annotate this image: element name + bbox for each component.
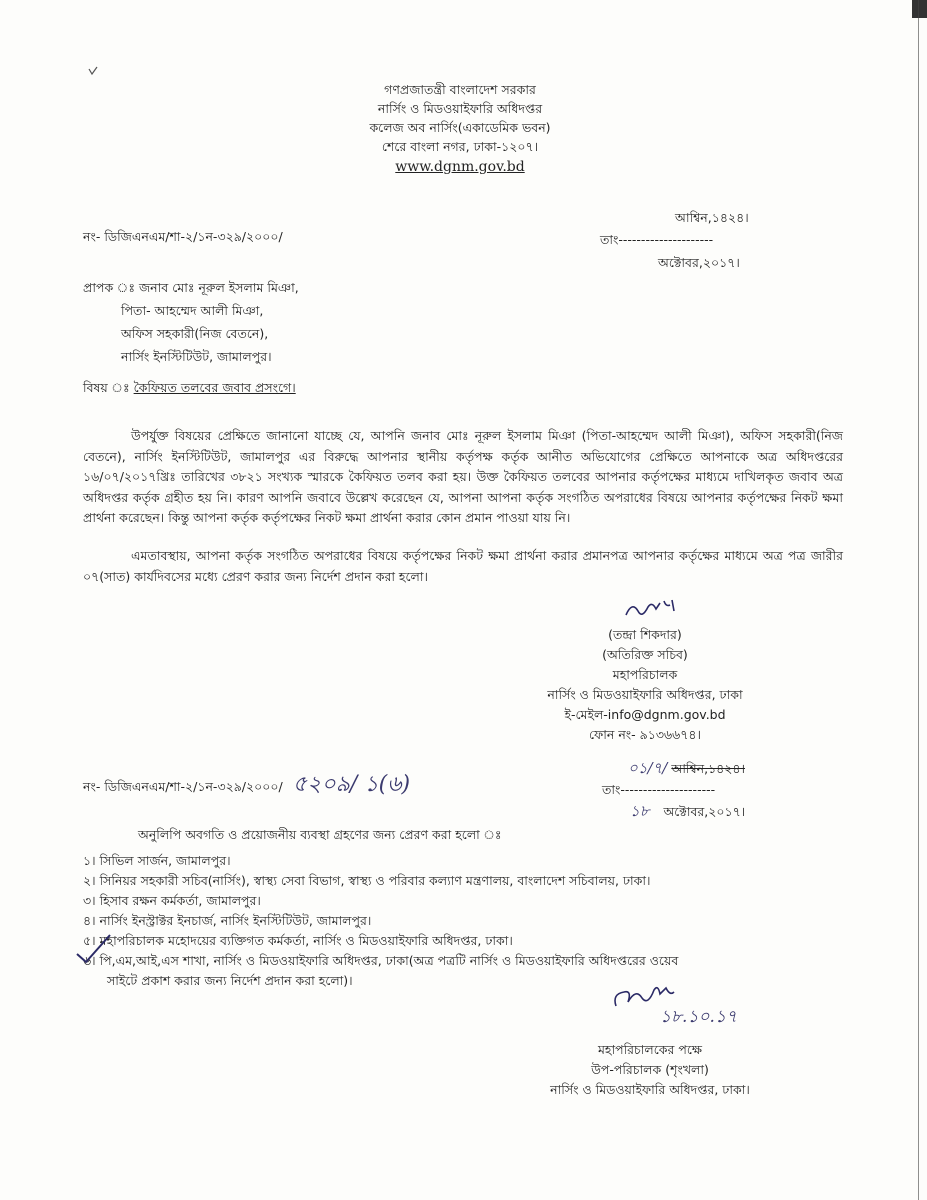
handwritten-memo-number: ৫২০৯/ ১(৬) [292, 772, 411, 797]
header-directorate: নার্সিং ও মিডওয়াইফারি অধিদপ্তর [377, 101, 543, 116]
subject-label: বিষয় ঃ [83, 380, 130, 395]
header-website-link[interactable]: www.dgnm.gov.bd [395, 159, 525, 175]
copy-item-continuation: সাইটে প্রকাশ করার জন্য নির্দেশ প্রদান করা হলো)। [107, 973, 353, 988]
letterhead [250, 80, 670, 177]
header-government: গণপ্রজাতন্ত্রী বাংলাদেশ সরকার [384, 82, 536, 97]
copy-item: ৩। হিসাব রক্ষন কর্মকর্তা, জামালপুর। [83, 893, 261, 908]
signatory-email[interactable]: ই-মেইল-info@dgnm.gov.bd [564, 707, 726, 722]
signatory-office: নার্সিং ও মিডওয়াইফারি অধিদপ্তর, ঢাকা [547, 687, 743, 702]
signatory2-office: নার্সিং ও মিডওয়াইফারি অধিদপ্তর, ঢাকা। [550, 1082, 750, 1097]
handwritten-date: ০১/৭/ [628, 759, 668, 777]
copy-item: ৫। মহাপরিচালক মহোদয়ের ব্যক্তিগত কর্মকর্তা, নার্সিং ও মিডওয়াইফারি অধিদপ্তর, ঢাকা। [83, 933, 513, 948]
memo2-date-label: তাং--------------------- [602, 782, 716, 797]
copy-item: ২। সিনিয়র সহকারী সচিব(নার্সিং), স্বাস্থ্য সেবা বিভাগ, স্বাস্থ্য ও পরিবার কল্যাণ মন্ত্রণালয়, বাংলাদেশ সচিবালয়, ঢাকা। [83, 873, 651, 888]
memo2-date-english: ১৮ অক্টোবর,২০১৭। [630, 802, 746, 820]
header-building: কলেজ অব নার্সিং(একাডেমিক ভবন) [369, 120, 551, 135]
memo2-number: নং- ডিজিএনএম/শা-২/১ন-৩২৯/২০০০/ ৫২০৯/ ১(৬) [83, 772, 411, 797]
signatory-block [505, 625, 785, 745]
body-paragraph-2: এমতাবস্থায়, আপনা কর্তৃক সংগঠিত অপরাধের বিষয়ে কর্তৃপক্ষের নিকট ক্ষমা প্রার্থনা করার প্রমানপত্র আপনার কর্তৃক্ষের মাধ্যমে অত্র পত্র জারীর ০৭(সাত) কার্যদিবসের মধ্যে প্রেরণ করার জন্য নির্দেশ প্রদান করা হলো। [83, 548, 843, 584]
date-english: অক্টোবর,২০১৭। [658, 255, 740, 270]
signature-mark [622, 597, 684, 625]
recipient-office: নার্সিং ইনস্টিটিউট, জামালপুর। [121, 349, 272, 364]
scan-corner-mark [912, 0, 927, 18]
header-address: শেরে বাংলা নগর, ঢাকা-১২০৭। [381, 139, 539, 154]
handwritten-tick-icon [74, 932, 114, 966]
recipient-name: প্রাপক ঃ জনাব মোঃ নূরুল ইসলাম মিঞা, [83, 280, 299, 295]
copy-list [83, 851, 803, 991]
memo2-date-bangla: ০১/৭/ আশ্বিন,১৪২৪। [628, 759, 746, 777]
signatory-designation: (অতিরিক্ত সচিব) [602, 647, 688, 662]
copy-item: ১। সিভিল সার্জন, জামালপুর। [83, 853, 231, 868]
recipient-block [83, 276, 299, 368]
recipient-father: পিতা- আহম্মেদ আলী মিঞা, [121, 303, 264, 318]
handwritten-sign-date: ১৮.১০.১৭ [660, 1007, 738, 1027]
body-paragraph-1: উপর্যুক্ত বিষয়ের প্রেক্ষিতে জানানো যাচ্ছে যে, আপনি জনাব মোঃ নূরুল ইসলাম মিঞা (পিতা-আহম্মেদ আলী মিঞা), অফিস সহকারী(নিজ বেতনে), নার্সিং ইনস্টিটিউট, জামালপুর এর বিরুদ্ধে আপনার স্থানীয় কর্তৃপক্ষ কর্তৃক আনীত অভিযোগের প্রেক্ষিতে আপনাকে অত্র অধিদপ্তরের ১৬/০৭/২০১৭খ্রিঃ তারিখের ৩৮২১ সংখ্যক স্মারকে কৈফিয়ত তলব করা হয়। উক্ত কৈফিয়ত তলবের আপনার কর্তৃপক্ষের মাধ্যমে দাখিলকৃত জবাব অত্র অধিদপ্তর কর্তৃক গ্রহীত হয় নি। কারণ আপনি জবাবে উল্লেখ করেছেন যে, আপনা আপনা কর্তৃক সংগঠিত অপরাধের বিষয়ে আপনার কর্তৃপক্ষের নিকট ক্ষমা প্রার্থনা করেছেন। কিন্তু আপনা কর্তৃক কর্তৃপক্ষের নিকট ক্ষমা প্রার্থনা করার কোন প্রমান পাওয়া যায় নি। [83, 428, 843, 525]
signatory2-designation: উপ-পরিচালক (শৃংখলা) [591, 1062, 709, 1077]
copy-item: ৬। পি,এম,আই,এস শাখা, নার্সিং ও মিডওয়াইফারি অধিদপ্তর, ঢাকা(অত্র পত্রটি নার্সিং ও মিডওয়াইফারি অধিদপ্তরের ওয়েব [83, 953, 679, 968]
signatory-name: (তন্দ্রা শিকদার) [608, 627, 682, 642]
subject-text: কৈফিয়ত তলবের জবাব প্রসংগে। [133, 380, 296, 395]
copy-item: ৪। নার্সিং ইনস্ট্রাক্টর ইনচার্জ, নার্সিং ইনস্টিটিউট, জামালপুর। [83, 913, 372, 928]
signatory-title: মহাপরিচালক [612, 667, 678, 682]
date-bangla: আশ্বিন,১৪২৪। [675, 210, 749, 225]
date-label: তাং--------------------- [600, 232, 714, 247]
subject-line [83, 380, 296, 396]
signatory2-block [520, 1040, 780, 1100]
signatory2-on-behalf: মহাপরিচালকের পক্ষে [597, 1042, 702, 1057]
signatory-phone: ফোন নং- ৯১৩৬৬৭৪। [589, 727, 701, 742]
check-mark-icon [88, 66, 98, 76]
copy-intro: অনুলিপি অবগতি ও প্রয়োজনীয় ব্যবস্থা গ্রহণের জন্য প্রেরণ করা হলো ঃ [138, 827, 502, 842]
handwritten-day: ১৮ [630, 802, 650, 820]
recipient-designation: অফিস সহকারী(নিজ বেতনে), [121, 326, 269, 341]
memo-number: নং- ডিজিএনএম/শা-২/১ন-৩২৯/২০০০/ [83, 229, 283, 244]
scan-edge-line [918, 0, 919, 1200]
